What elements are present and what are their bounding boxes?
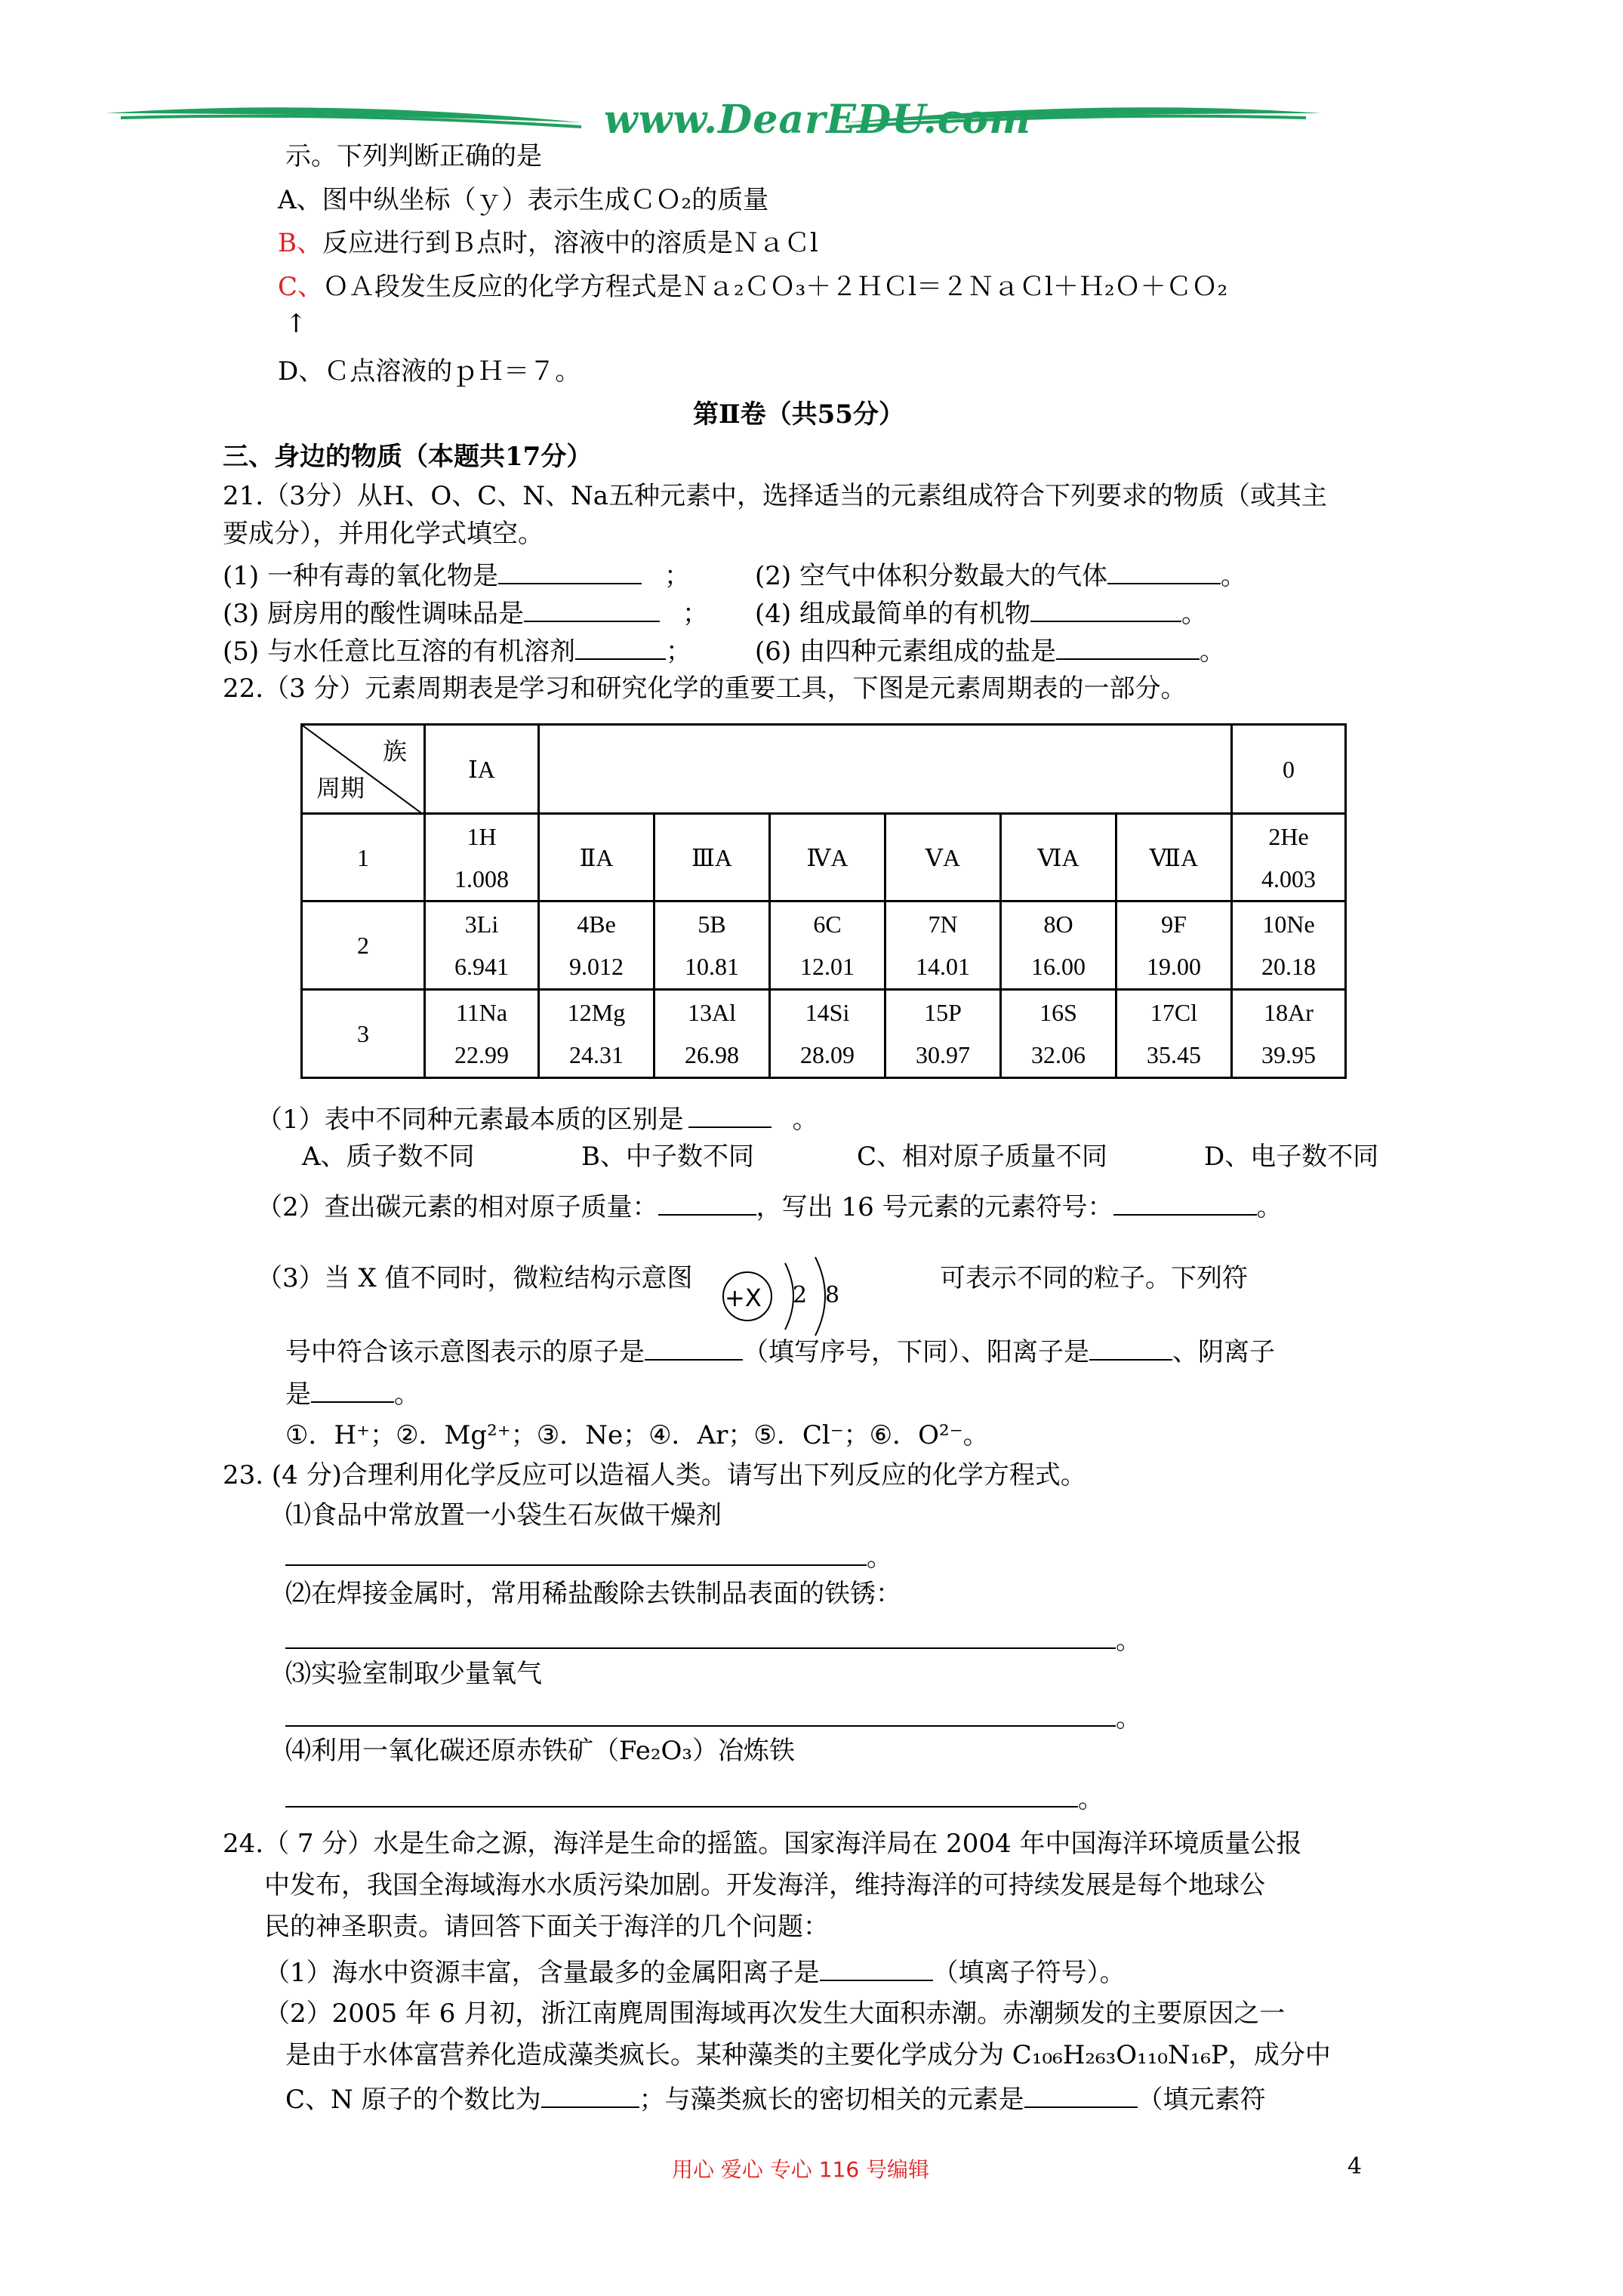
element-cell: 13Al 26.98 <box>654 990 770 1078</box>
element-cell: 11Na 22.99 <box>425 990 539 1078</box>
page-number: 4 <box>1347 2153 1363 2180</box>
q21-item1: (1) 一种有毒的氧化物是 ； <box>223 561 690 591</box>
q24-line2: 中发布，我国全海域海水水质污染加剧。开发海洋，维持海洋的可持续发展是每个地球公 <box>264 1870 1265 1900</box>
group-0-header: 0 <box>1232 725 1346 814</box>
q23-answer4: 。 <box>285 1783 1104 1812</box>
q22-option-b: B、中子数不同 <box>581 1142 754 1172</box>
q23-answer3: 。 <box>285 1703 1141 1731</box>
q24-line3: 民的神圣职责。请回答下面关于海洋的几个问题： <box>264 1912 829 1942</box>
q23-answer1: 。 <box>285 1542 892 1570</box>
element-cell: 18Ar 39.95 <box>1232 990 1346 1078</box>
q22-symbols: ①．H⁺；②．Mg²⁺；③．Ne；④．Ar；⑤．Cl⁻；⑥．O²⁻。 <box>285 1420 989 1450</box>
element-cell: 12Mg 24.31 <box>539 990 654 1078</box>
q22-part3-d: 是 。 <box>285 1379 420 1410</box>
element-cell: 3Li 6.941 <box>425 901 539 990</box>
element-cell: 10Ne 20.18 <box>1232 901 1346 990</box>
header-spacer <box>539 725 1232 814</box>
q20-stem: 示。下列判断正确的是 <box>285 141 542 171</box>
element-cell: 4Be 9.012 <box>539 901 654 990</box>
element-cell: 2He 4.003 <box>1232 814 1346 901</box>
q23-sub1: ⑴食品中常放置一小袋生石灰做干燥剂 <box>285 1500 722 1530</box>
q22-part2: （2）查出碳元素的相对原子质量： ，写出 16 号元素的元素符号： 。 <box>257 1192 1283 1222</box>
section3-title: 三、身边的物质（本题共17分） <box>223 442 593 472</box>
q23-sub4: ⑷利用一氧化碳还原赤铁矿（Fe₂O₃）冶炼铁 <box>285 1736 795 1766</box>
period-cell: 1 <box>302 814 425 901</box>
q22-intro: 22.（3 分）元素周期表是学习和研究化学的重要工具，下图是元素周期表的一部分。 <box>223 673 1187 704</box>
q21-line1: 21.（3分）从H、O、C、N、Na五种元素中，选择适当的元素组成符合下列要求的物质（或其主 <box>223 481 1328 511</box>
group-ia-header: ⅠA <box>425 725 539 814</box>
element-cell: 14Si 28.09 <box>770 990 885 1078</box>
q22-option-a: A、质子数不同 <box>302 1142 475 1172</box>
shell1-electrons: 2 <box>793 1282 808 1308</box>
q24-line1: 24.（ 7 分）水是生命之源，海洋是生命的摇篮。国家海洋局在 2004 年中国海洋环境质量公报 <box>223 1829 1302 1859</box>
group-header: ⅢA <box>654 814 770 901</box>
group-header: ⅡA <box>539 814 654 901</box>
element-cell: 16S 32.06 <box>1001 990 1116 1078</box>
q22-option-d: D、电子数不同 <box>1204 1142 1379 1172</box>
q22-part3-c: 号中符合该示意图表示的原子是 （填写序号，下同）、阳离子是 、阴离子 <box>285 1337 1275 1367</box>
element-cell: 9F 19.00 <box>1116 901 1232 990</box>
q20-option-b: B、反应进行到Ｂ点时，溶液中的溶质是ＮａＣl <box>278 228 818 258</box>
shell2-electrons: 8 <box>825 1282 840 1308</box>
group-header: ⅤA <box>885 814 1001 901</box>
part2-title: 第Ⅱ卷（共55分） <box>693 399 904 430</box>
period-cell: 3 <box>302 990 425 1078</box>
element-cell: 5B 10.81 <box>654 901 770 990</box>
footer-text: 用心 爱心 专心 116 号编辑 <box>672 2157 930 2182</box>
q22-option-c: C、相对原子质量不同 <box>857 1142 1108 1172</box>
q20-option-c-arrow: ↑ <box>285 309 307 339</box>
element-cell: 7N 14.01 <box>885 901 1001 990</box>
q21-item5: (5) 与水任意比互溶的有机溶剂 ； <box>223 636 691 667</box>
group-header: ⅣA <box>770 814 885 901</box>
q20-option-d: D、Ｃ点溶液的ｐＨ＝７。 <box>278 356 581 387</box>
element-cell: 8O 16.00 <box>1001 901 1116 990</box>
site-logo: www.DearEDU.com <box>604 97 1032 143</box>
q21-line2: 要成分），并用化学式填空。 <box>223 519 544 549</box>
element-cell: 1H 1.008 <box>425 814 539 901</box>
q24-line4: （1）海水中资源丰富，含量最多的金属阳离子是 （填离子符号）。 <box>264 1958 1126 1988</box>
q23-answer2: 。 <box>285 1625 1141 1653</box>
group-header: ⅦA <box>1116 814 1232 901</box>
q24-line6: 是由于水体富营养化造成藻类疯长。某种藻类的主要化学成分为 C₁₀₆H₂₆₃O₁₁₀N₁₆P，成分中 <box>285 2040 1331 2070</box>
q24-line5: （2）2005 年 6 月初，浙江南麂周围海域再次发生大面积赤潮。赤潮频发的主要原因之一 <box>264 1999 1286 2029</box>
q20-option-c: C、ＯＡ段发生反应的化学方程式是Ｎａ₂ＣＯ₃＋２ＨＣl＝２ＮａＣl＋Ｈ₂Ｏ＋ＣＯ₂ <box>278 272 1228 302</box>
q21-item4: (4) 组成最简单的有机物 。 <box>755 599 1207 629</box>
q22-part3-a: （3）当 X 值不同时，微粒结构示意图 <box>257 1263 693 1293</box>
element-cell: 15P 30.97 <box>885 990 1001 1078</box>
q23-sub2: ⑵在焊接金属时，常用稀盐酸除去铁制品表面的铁锈： <box>285 1579 901 1609</box>
periodic-table <box>300 723 1347 1079</box>
q23-sub3: ⑶实验室制取少量氧气 <box>285 1659 542 1689</box>
q21-item2: (2) 空气中体积分数最大的气体 。 <box>755 561 1246 591</box>
q21-item3: (3) 厨房用的酸性调味品是 ； <box>223 599 708 629</box>
q21-item6: (6) 由四种元素组成的盐是 。 <box>755 636 1225 667</box>
q22-part3-b: 可表示不同的粒子。下列符 <box>940 1263 1248 1293</box>
element-cell: 17Cl 35.45 <box>1116 990 1232 1078</box>
period-cell: 2 <box>302 901 425 990</box>
q24-line7: C、N 原子的个数比为 ；与藻类疯长的密切相关的元素是 （填元素符 <box>285 2085 1266 2115</box>
table-corner: 族 周期 <box>302 725 425 814</box>
q23-intro: 23. (4 分)合理利用化学反应可以造福人类。请写出下列反应的化学方程式。 <box>223 1460 1086 1490</box>
element-cell: 6C 12.01 <box>770 901 885 990</box>
q20-option-a: A、图中纵坐标（ｙ）表示生成ＣＯ₂的质量 <box>278 185 769 215</box>
group-header: ⅥA <box>1001 814 1116 901</box>
nucleus-label: +X <box>725 1284 762 1312</box>
q22-part1: （1）表中不同种元素最本质的区别是 。 <box>257 1105 818 1135</box>
